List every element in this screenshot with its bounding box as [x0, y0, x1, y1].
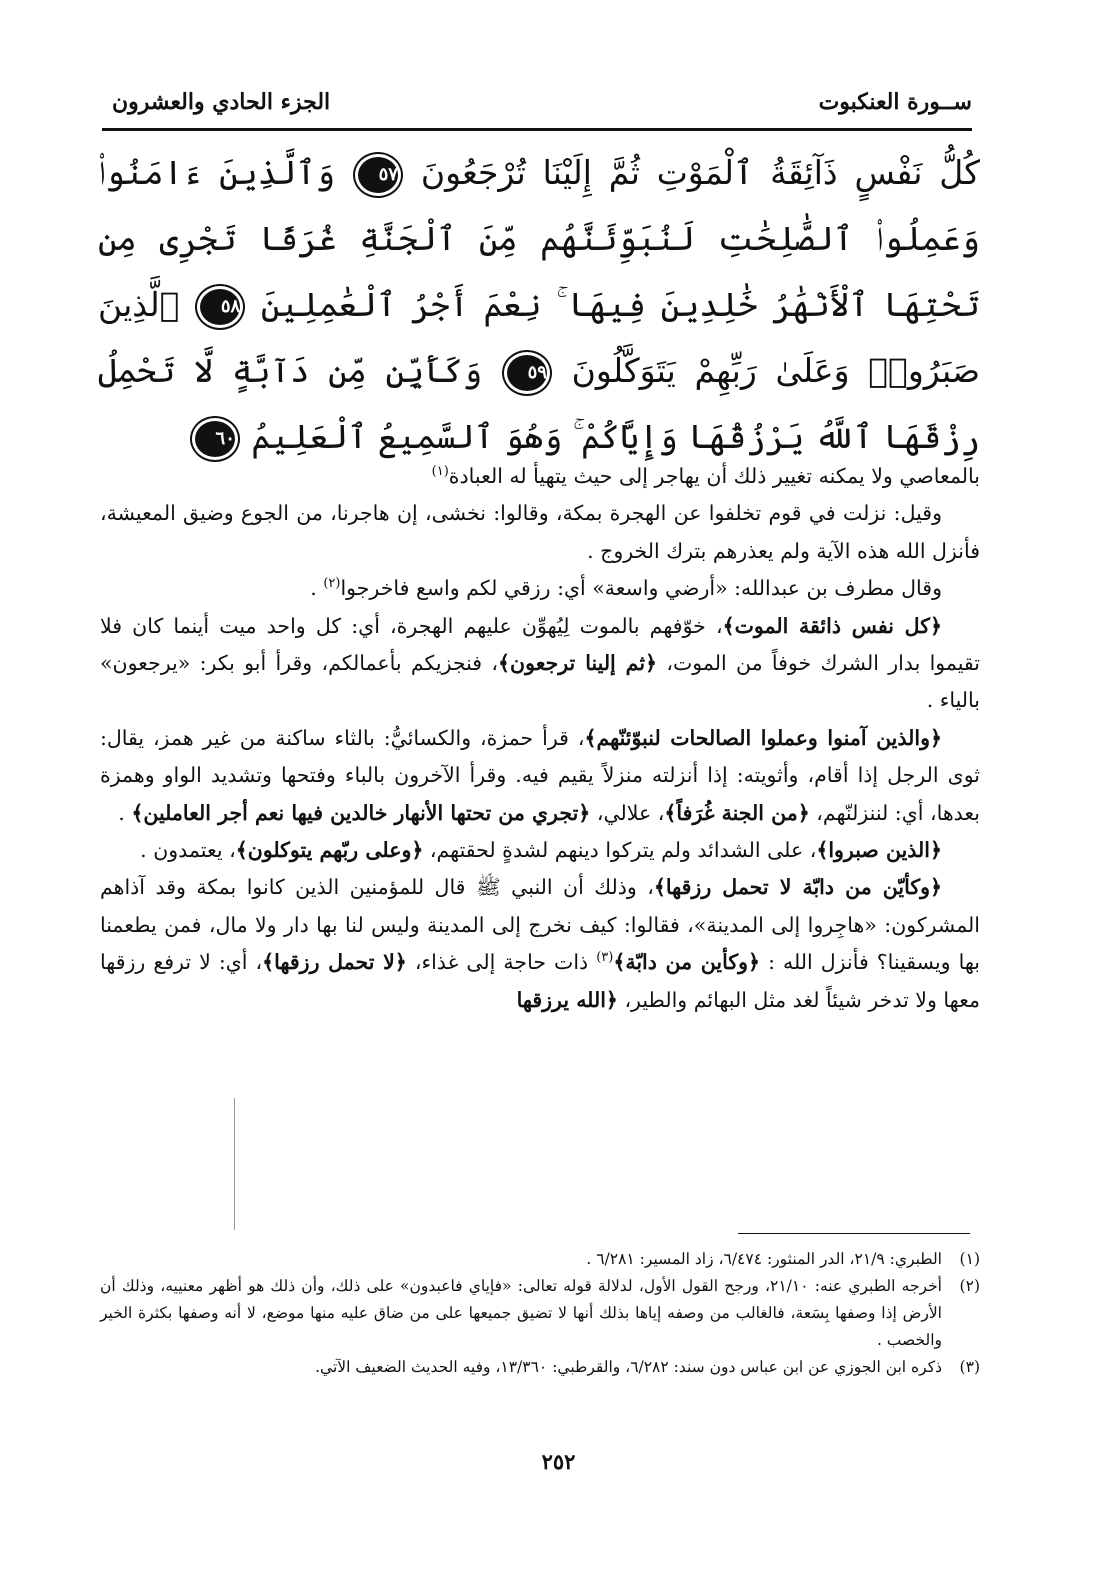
footnote-text: ذكره ابن الجوزي عن ابن عباس دون سند: ٦/٢٨٢، والقرطبي: ١٣/٣٦٠، وفيه الحديث الضعيف الآتي. — [315, 1358, 942, 1376]
paragraph-text: بالمعاصي ولا يمكنه تغيير ذلك أن يهاجر إلى حيث يتهيأ له العبادة — [448, 464, 980, 488]
commentary-body — [100, 458, 980, 1019]
paragraph-1 — [100, 458, 980, 495]
paragraph-text: ، يعتمدون . — [140, 838, 236, 863]
paragraph-text: ، وذلك أن النبي ﷺ قال للمؤمنين الذين كانوا بمكة وقد آذاهم المشركون: «هاجِروا إلى المدينة»، فقالوا: كيف نخرج إلى المدينة وليس لنا بها دار ولا مال، فمن يطعمنا بها ويسقينا؟ فأنزل الله : — [100, 875, 980, 975]
quoted-verse: ﴿ثم إلينا ترجعون﴾ — [498, 651, 658, 676]
footnote-rule — [738, 1233, 970, 1234]
quoted-verse: ﴿والذين آمنوا وعملوا الصالحات لنبوّئنّهم﴾ — [584, 725, 942, 750]
footnotes — [100, 1246, 980, 1381]
footnote-mark: (٢) — [959, 1277, 980, 1295]
paragraph-6 — [100, 832, 980, 869]
quoted-verse: ﴿لا تحمل رزقها﴾ — [262, 950, 407, 975]
paragraph-7 — [100, 869, 980, 1019]
paragraph-text: ، أي: لا ترفع رزقها معها ولا تدخر شيئاً لغد مثل البهائم والطير، — [100, 950, 980, 1012]
footnote-text: أخرجه الطبري عنه: ٢١/١٠، ورجح القول الأول، لدلالة قوله تعالى: «فإياي فاعبدون» على ذلك، وأن ذلك هو أظهر معنييه، وذلك أن الأرض إذا وصفها بِسَعة، فالغالب من وصفه إياها بذلك أنها لا تضيق جميعها على من ضاق عليه منها موضع، لا أنه وصفها بكثرة الخير والخصب . — [100, 1277, 942, 1349]
verse-number-60: ٦٠ — [195, 421, 235, 457]
footnote-text: الطبري: ٢١/٩، الدر المنثور: ٦/٤٧٤، زاد المسير: ٦/٢٨١ . — [586, 1250, 942, 1268]
quoted-verse: ﴿وكأيّن من دابّة لا تحمل رزقها﴾ — [653, 875, 942, 900]
paragraph-3 — [100, 570, 980, 607]
verse-57-text: كُلُّ نَفْسٍ ذَآئِقَةُ ٱلْمَوْتِ ثُمَّ إِلَيْنَا تُرْجَعُونَ — [420, 153, 980, 192]
paragraph-text: ، علالي، — [590, 800, 665, 825]
margin-mark — [234, 1098, 235, 1230]
paragraph-text: ، خوّفهم بالموت لِيُهوِّن عليهم الهجرة، أي: كل واحد ميت أينما كان فلا تقيموا بدار الشرك خوفاً من الموت، — [100, 613, 980, 676]
paragraph-text: . — [310, 576, 324, 601]
running-header — [112, 82, 972, 122]
quoted-verse: ﴿الذين صبروا﴾ — [816, 838, 942, 863]
quoted-verse: ﴿كل نفس ذائقة الموت﴾ — [722, 613, 942, 638]
quran-verses — [98, 140, 980, 470]
quoted-verse: ﴿تجري من تحتها الأنهار خالدين فيها نعم أجر العاملين﴾ — [131, 800, 591, 825]
footnote-ref[interactable]: (١) — [431, 464, 449, 480]
quoted-verse: ﴿من الجنة غُرَفاً﴾ — [664, 800, 810, 825]
verse-number-59: ٥٩ — [507, 355, 547, 391]
footnote-1 — [100, 1246, 980, 1273]
verse-58-text: وَٱلَّذِينَ ءَامَنُوا۟ وَعَمِلُوا۟ ٱلصَّٰلِحَٰتِ لَنُبَوِّئَنَّهُم مِّنَ ٱلْجَنَّةِ غُرَفًا تَجْرِى مِن تَحْتِهَا ٱلْأَنْهَٰرُ خَٰلِدِينَ فِيهَا ۚ نِعْمَ أَجْرُ ٱلْعَٰمِلِينَ — [98, 153, 980, 324]
paragraph-2 — [100, 495, 980, 570]
paragraph-text: ، قرأ حمزة، والكسائيُّ: بالثاء ساكنة من غير همز، يقال: ثوى الرجل إذا أقام، وأثويته: إذا أنزلته منزلاً يقيم فيه. وقرأ الآخرون بالباء وفتحها وتشديد الواو وهمزة بعدها، أي: لننزلنّهم، — [100, 725, 980, 825]
footnote-ref[interactable]: (٣) — [596, 950, 614, 966]
paragraph-text: . — [118, 800, 132, 825]
part-title: الجزء الحادي والعشرون — [112, 89, 331, 115]
quoted-verse: ﴿وكأين من دابّة﴾ — [613, 950, 761, 975]
paragraph-text: ، على الشدائد ولم يتركوا دينهم لشدةٍ لحقتهم، — [423, 838, 817, 863]
verse-60-text: وَكَأَيِّن مِّن دَآبَّةٍ لَّا تَحْمِلُ رِزْقَهَا ٱللَّهُ يَرْزُقُهَا وَإِيَّاكُمْ ۚ وَهُوَ ٱلسَّمِيعُ ٱلْعَلِيمُ — [98, 351, 980, 456]
verse-59-text: ٱلَّذِينَ صَبَرُوا۟ وَعَلَىٰ رَبِّهِمْ يَتَوَكَّلُونَ — [98, 285, 980, 390]
quoted-verse: ﴿وعلى ربّهم يتوكلون﴾ — [235, 838, 424, 863]
paragraph-text: وقال مطرف بن عبدالله: «أرضي واسعة» أي: رزقي لكم واسع فاخرجوا — [340, 576, 942, 601]
paragraph-4 — [100, 608, 980, 720]
page-number: ٢٥٢ — [541, 1449, 576, 1474]
verse-number-57: ٥٧ — [358, 157, 398, 193]
paragraph-text: ، فنجزيكم بأعمالكم، وقرأ أبو بكر: «يرجعون» بالياء . — [100, 651, 980, 713]
surah-title: ســورة العنكبوت — [818, 89, 972, 115]
footnote-mark: (٣) — [959, 1358, 980, 1376]
header-rule — [102, 128, 972, 131]
footnote-3 — [100, 1354, 980, 1381]
footnote-ref[interactable]: (٢) — [323, 576, 341, 592]
verse-number-58: ٥٨ — [200, 289, 240, 325]
footnote-2 — [100, 1273, 980, 1354]
paragraph-text: ذات حاجة إلى غذاء، — [406, 950, 597, 975]
paragraph-text: وقيل: نزلت في قوم تخلفوا عن الهجرة بمكة، وقالوا: نخشى، إن هاجرنا، من الجوع وضيق المعيشة، فأنزل الله هذه الآية ولم يعذرهم بترك الخروج . — [100, 501, 980, 563]
footnote-mark: (١) — [959, 1250, 980, 1268]
quoted-verse: ﴿الله يرزقها — [516, 987, 618, 1012]
paragraph-5 — [100, 720, 980, 832]
